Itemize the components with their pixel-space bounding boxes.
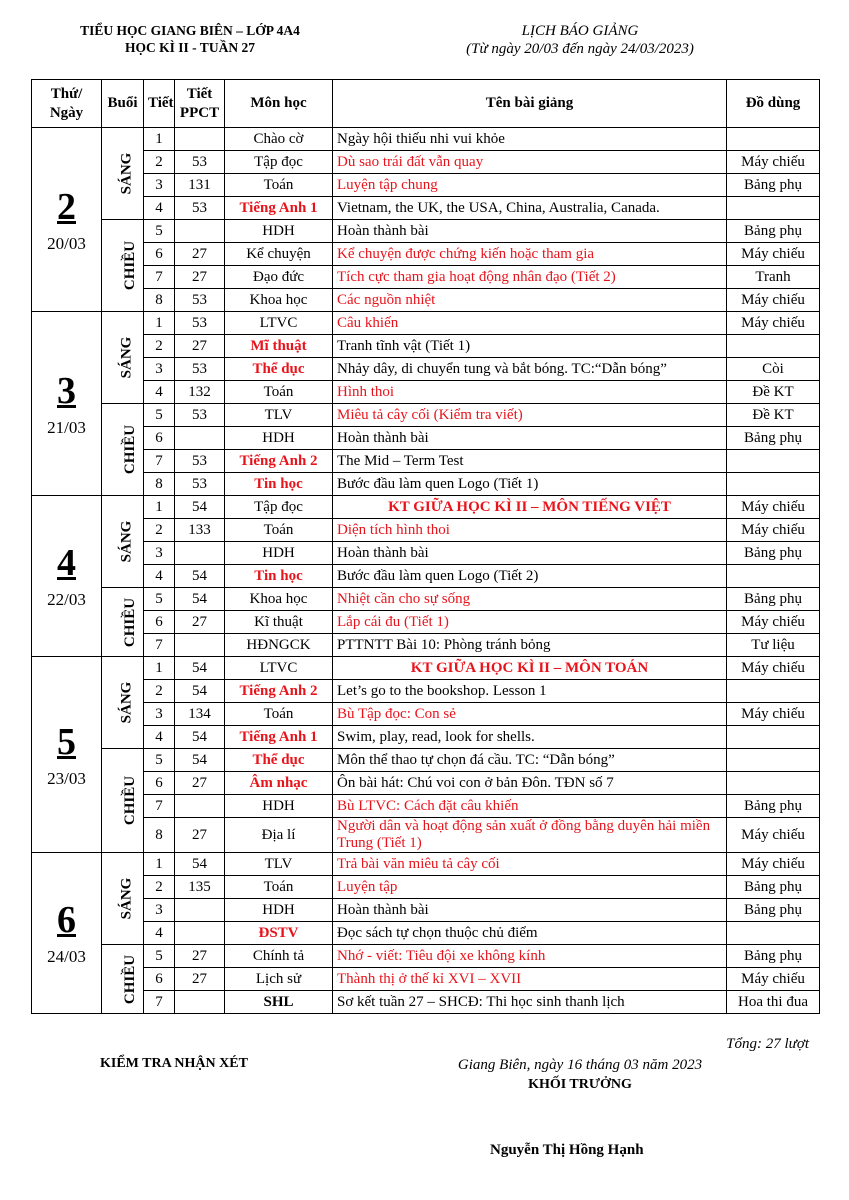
- table-row: [32, 749, 820, 772]
- lesson-cell: Hoàn thành bài: [333, 427, 727, 450]
- subject-cell: Toán: [225, 519, 333, 542]
- materials-cell: [727, 473, 820, 496]
- materials-cell: [727, 749, 820, 772]
- period-cell: 6: [144, 772, 175, 795]
- lesson-cell: Ôn bài hát: Chú voi con ở bản Đôn. TĐN số 7: [333, 772, 727, 795]
- subject-cell: HDH: [225, 427, 333, 450]
- lesson-cell: Thành thị ở thế kỉ XVI – XVII: [333, 968, 727, 991]
- table-row: [32, 312, 820, 335]
- subject-cell: Tiếng Anh 1: [225, 197, 333, 220]
- session-label: CHIỀU: [122, 424, 139, 475]
- subject-cell: Toán: [225, 876, 333, 899]
- table-row: [32, 945, 820, 968]
- lesson-cell: Các nguồn nhiệt: [333, 289, 727, 312]
- day-cell: [32, 853, 102, 1014]
- materials-cell: Máy chiếu: [727, 818, 820, 853]
- materials-cell: Máy chiếu: [727, 657, 820, 680]
- lesson-cell: Tích cực tham gia hoạt động nhân đạo (Tiết 2): [333, 266, 727, 289]
- materials-cell: [727, 922, 820, 945]
- ppct-cell: 54: [175, 726, 225, 749]
- table-header-row: [32, 80, 820, 128]
- table-row: [32, 703, 820, 726]
- ppct-cell: 27: [175, 611, 225, 634]
- table-row: [32, 404, 820, 427]
- period-cell: 5: [144, 945, 175, 968]
- signer-name: Nguyễn Thị Hồng Hạnh: [490, 1142, 644, 1158]
- ppct-cell: [175, 795, 225, 818]
- materials-cell: Đề KT: [727, 381, 820, 404]
- table-row: [32, 680, 820, 703]
- date-range: (Từ ngày 20/03 đến ngày 24/03/2023): [466, 41, 694, 57]
- ppct-cell: 132: [175, 381, 225, 404]
- table-row: [32, 450, 820, 473]
- page-title: LỊCH BÁO GIẢNG: [521, 23, 639, 39]
- table-row: [32, 922, 820, 945]
- subject-cell: Tập đọc: [225, 496, 333, 519]
- day-date: 22/03: [47, 590, 86, 609]
- table-row: [32, 565, 820, 588]
- period-cell: 4: [144, 922, 175, 945]
- period-cell: 5: [144, 404, 175, 427]
- lesson-cell: Luyện tập: [333, 876, 727, 899]
- materials-cell: Máy chiếu: [727, 312, 820, 335]
- period-cell: 6: [144, 243, 175, 266]
- lesson-cell: Môn thể thao tự chọn đá cầu. TC: “Dẫn bóng”: [333, 749, 727, 772]
- day-date: 20/03: [47, 233, 86, 253]
- table-row: [32, 243, 820, 266]
- subject-cell: ĐSTV: [225, 922, 333, 945]
- lesson-cell: Hoàn thành bài: [333, 542, 727, 565]
- table-row: [32, 220, 820, 243]
- ppct-cell: 53: [175, 197, 225, 220]
- session-label: CHIỀU: [122, 954, 139, 1004]
- lesson-cell: The Mid – Term Test: [333, 450, 727, 473]
- subject-cell: Tiếng Anh 2: [225, 450, 333, 473]
- subject-cell: Lịch sử: [225, 968, 333, 991]
- lesson-cell: Người dân và hoạt động sản xuất ở đồng bằng duyên hải miền Trung (Tiết 1): [333, 818, 727, 853]
- period-cell: 2: [144, 335, 175, 358]
- subject-cell: HDH: [225, 542, 333, 565]
- materials-cell: [727, 565, 820, 588]
- materials-cell: Hoa thi đua: [727, 991, 820, 1014]
- lesson-cell: PTTNTT Bài 10: Phòng tránh bỏng: [333, 634, 727, 657]
- materials-cell: [727, 680, 820, 703]
- subject-cell: Tin học: [225, 473, 333, 496]
- subject-cell: Tập đọc: [225, 151, 333, 174]
- period-cell: 2: [144, 519, 175, 542]
- col-subject: Môn học: [225, 80, 333, 128]
- session-label: SÁNG: [118, 877, 135, 920]
- materials-cell: [727, 772, 820, 795]
- table-row: [32, 358, 820, 381]
- session-cell: [102, 496, 144, 588]
- header-left: [40, 22, 340, 56]
- table-row: [32, 473, 820, 496]
- lesson-cell: Tranh tĩnh vật (Tiết 1): [333, 335, 727, 358]
- schedule-body: [32, 128, 820, 1014]
- subject-cell: HĐNGCK: [225, 634, 333, 657]
- ppct-cell: [175, 542, 225, 565]
- session-cell: [102, 657, 144, 749]
- ppct-cell: 131: [175, 174, 225, 197]
- table-row: [32, 519, 820, 542]
- period-cell: 1: [144, 657, 175, 680]
- materials-cell: Bảng phụ: [727, 876, 820, 899]
- subject-cell: Toán: [225, 381, 333, 404]
- table-row: [32, 634, 820, 657]
- day-number: 4: [57, 542, 76, 584]
- subject-cell: Thể dục: [225, 749, 333, 772]
- lesson-cell: Nhớ - viết: Tiêu đội xe không kính: [333, 945, 727, 968]
- period-cell: 7: [144, 634, 175, 657]
- table-row: [32, 726, 820, 749]
- subject-cell: HDH: [225, 220, 333, 243]
- table-row: [32, 289, 820, 312]
- lesson-cell: KT GIỮA HỌC KÌ II – MÔN TIẾNG VIỆT: [333, 496, 727, 519]
- header-right: [420, 22, 740, 58]
- session-label: SÁNG: [118, 152, 135, 195]
- school-name: TIỂU HỌC GIANG BIÊN – LỚP 4A4: [80, 23, 300, 38]
- subject-cell: HDH: [225, 899, 333, 922]
- subject-cell: HDH: [225, 795, 333, 818]
- lesson-cell: Bù Tập đọc: Con sẻ: [333, 703, 727, 726]
- ppct-cell: 27: [175, 818, 225, 853]
- session-label: SÁNG: [118, 336, 135, 379]
- col-day: Thứ/ Ngày: [32, 80, 102, 128]
- materials-cell: Máy chiếu: [727, 611, 820, 634]
- table-row: [32, 657, 820, 680]
- materials-cell: [727, 450, 820, 473]
- lesson-cell: Ngày hội thiếu nhi vui khỏe: [333, 128, 727, 151]
- ppct-cell: 54: [175, 680, 225, 703]
- lesson-cell: Hình thoi: [333, 381, 727, 404]
- table-row: [32, 876, 820, 899]
- subject-cell: TLV: [225, 404, 333, 427]
- table-row: [32, 174, 820, 197]
- ppct-cell: 53: [175, 151, 225, 174]
- subject-cell: Đạo đức: [225, 266, 333, 289]
- period-cell: 1: [144, 496, 175, 519]
- ppct-cell: [175, 991, 225, 1014]
- ppct-cell: 27: [175, 266, 225, 289]
- day-cell: [32, 312, 102, 496]
- materials-cell: Bảng phụ: [727, 588, 820, 611]
- materials-cell: Máy chiếu: [727, 968, 820, 991]
- materials-cell: Máy chiếu: [727, 519, 820, 542]
- signature-block: [420, 1056, 740, 1094]
- table-row: [32, 128, 820, 151]
- ppct-cell: [175, 922, 225, 945]
- period-cell: 3: [144, 703, 175, 726]
- lesson-cell: Dù sao trái đất vẫn quay: [333, 151, 727, 174]
- lesson-cell: Đọc sách tự chọn thuộc chủ điểm: [333, 922, 727, 945]
- subject-cell: LTVC: [225, 657, 333, 680]
- period-cell: 7: [144, 266, 175, 289]
- ppct-cell: 53: [175, 289, 225, 312]
- session-cell: [102, 220, 144, 312]
- subject-cell: Địa lí: [225, 818, 333, 853]
- lesson-cell: Bước đầu làm quen Logo (Tiết 1): [333, 473, 727, 496]
- period-cell: 4: [144, 565, 175, 588]
- lesson-cell: Nhảy dây, di chuyển tung và bắt bóng. TC:“Dẫn bóng”: [333, 358, 727, 381]
- materials-cell: Đề KT: [727, 404, 820, 427]
- day-cell: [32, 657, 102, 853]
- period-cell: 8: [144, 473, 175, 496]
- lesson-cell: Bù LTVC: Cách đặt câu khiến: [333, 795, 727, 818]
- session-label: CHIỀU: [122, 597, 139, 647]
- ppct-cell: 27: [175, 772, 225, 795]
- period-cell: 8: [144, 289, 175, 312]
- table-row: [32, 853, 820, 876]
- session-cell: [102, 404, 144, 496]
- materials-cell: Còi: [727, 358, 820, 381]
- materials-cell: [727, 335, 820, 358]
- day-number: 3: [57, 369, 76, 412]
- materials-cell: Máy chiếu: [727, 853, 820, 876]
- materials-cell: [727, 128, 820, 151]
- table-row: [32, 381, 820, 404]
- table-row: [32, 968, 820, 991]
- ppct-cell: 54: [175, 496, 225, 519]
- session-cell: [102, 588, 144, 657]
- period-cell: 2: [144, 876, 175, 899]
- materials-cell: Bảng phụ: [727, 174, 820, 197]
- period-cell: 1: [144, 128, 175, 151]
- table-row: [32, 818, 820, 853]
- ppct-cell: 27: [175, 968, 225, 991]
- review-label: KIỂM TRA NHẬN XÉT: [100, 1056, 248, 1071]
- subject-cell: Chào cờ: [225, 128, 333, 151]
- lesson-cell: Miêu tả cây cối (Kiểm tra viết): [333, 404, 727, 427]
- ppct-cell: [175, 220, 225, 243]
- subject-cell: Toán: [225, 174, 333, 197]
- subject-cell: LTVC: [225, 312, 333, 335]
- table-row: [32, 772, 820, 795]
- ppct-cell: 54: [175, 588, 225, 611]
- table-row: [32, 991, 820, 1014]
- lesson-cell: Bước đầu làm quen Logo (Tiết 2): [333, 565, 727, 588]
- day-number: 5: [57, 720, 76, 763]
- materials-cell: Bảng phụ: [727, 795, 820, 818]
- materials-cell: [727, 197, 820, 220]
- ppct-cell: 54: [175, 657, 225, 680]
- materials-cell: Bảng phụ: [727, 542, 820, 565]
- lesson-cell: Trả bài văn miêu tả cây cối: [333, 853, 727, 876]
- ppct-cell: [175, 634, 225, 657]
- day-date: 24/03: [47, 947, 86, 966]
- session-label: SÁNG: [118, 681, 135, 724]
- col-ppct: Tiết PPCT: [175, 80, 225, 128]
- subject-cell: Chính tả: [225, 945, 333, 968]
- materials-cell: Máy chiếu: [727, 289, 820, 312]
- session-label: SÁNG: [118, 520, 135, 563]
- subject-cell: Tiếng Anh 2: [225, 680, 333, 703]
- ppct-cell: [175, 899, 225, 922]
- lesson-cell: Lắp cái đu (Tiết 1): [333, 611, 727, 634]
- materials-cell: Bảng phụ: [727, 220, 820, 243]
- period-cell: 4: [144, 381, 175, 404]
- materials-cell: Máy chiếu: [727, 496, 820, 519]
- day-date: 21/03: [47, 417, 86, 437]
- subject-cell: Âm nhạc: [225, 772, 333, 795]
- period-cell: 7: [144, 795, 175, 818]
- subject-cell: SHL: [225, 991, 333, 1014]
- ppct-cell: 27: [175, 243, 225, 266]
- subject-cell: Thể dục: [225, 358, 333, 381]
- period-cell: 2: [144, 151, 175, 174]
- table-row: [32, 611, 820, 634]
- ppct-cell: 53: [175, 404, 225, 427]
- materials-cell: Tư liệu: [727, 634, 820, 657]
- signer-role: KHỐI TRƯỞNG: [528, 1077, 632, 1092]
- materials-cell: Máy chiếu: [727, 703, 820, 726]
- ppct-cell: 27: [175, 945, 225, 968]
- session-label: CHIỀU: [122, 240, 139, 291]
- table-row: [32, 795, 820, 818]
- col-period: Tiết: [144, 80, 175, 128]
- subject-cell: Khoa học: [225, 588, 333, 611]
- day-number: 2: [57, 185, 76, 228]
- lesson-cell: Hoàn thành bài: [333, 220, 727, 243]
- ppct-cell: [175, 427, 225, 450]
- ppct-cell: 135: [175, 876, 225, 899]
- session-cell: [102, 312, 144, 404]
- subject-cell: Tin học: [225, 565, 333, 588]
- term-week: HỌC KÌ II - TUẦN 27: [125, 40, 255, 55]
- place-date: Giang Biên, ngày 16 tháng 03 năm 2023: [457, 1057, 703, 1073]
- lesson-cell: Let’s go to the bookshop. Lesson 1: [333, 680, 727, 703]
- lesson-cell: Sơ kết tuần 27 – SHCĐ: Thi học sinh thanh lịch: [333, 991, 727, 1014]
- ppct-cell: 54: [175, 565, 225, 588]
- day-number: 6: [57, 899, 76, 941]
- ppct-cell: 53: [175, 358, 225, 381]
- period-cell: 2: [144, 680, 175, 703]
- lesson-cell: Diện tích hình thoi: [333, 519, 727, 542]
- materials-cell: Bảng phụ: [727, 427, 820, 450]
- period-cell: 3: [144, 174, 175, 197]
- table-row: [32, 266, 820, 289]
- period-cell: 5: [144, 588, 175, 611]
- total-count: Tổng: 27 lượt: [726, 1036, 809, 1052]
- period-cell: 4: [144, 726, 175, 749]
- table-row: [32, 151, 820, 174]
- period-cell: 8: [144, 818, 175, 853]
- ppct-cell: [175, 128, 225, 151]
- ppct-cell: 133: [175, 519, 225, 542]
- period-cell: 4: [144, 197, 175, 220]
- materials-cell: [727, 726, 820, 749]
- col-session: Buổi: [102, 80, 144, 128]
- subject-cell: Toán: [225, 703, 333, 726]
- subject-cell: Kể chuyện: [225, 243, 333, 266]
- materials-cell: Máy chiếu: [727, 243, 820, 266]
- period-cell: 1: [144, 853, 175, 876]
- table-row: [32, 335, 820, 358]
- period-cell: 1: [144, 312, 175, 335]
- ppct-cell: 134: [175, 703, 225, 726]
- ppct-cell: 53: [175, 312, 225, 335]
- lesson-cell: Vietnam, the UK, the USA, China, Australia, Canada.: [333, 197, 727, 220]
- lesson-cell: Hoàn thành bài: [333, 899, 727, 922]
- session-cell: [102, 853, 144, 945]
- ppct-cell: 27: [175, 335, 225, 358]
- table-row: [32, 588, 820, 611]
- table-row: [32, 197, 820, 220]
- day-cell: [32, 128, 102, 312]
- lesson-cell: Swim, play, read, look for shells.: [333, 726, 727, 749]
- lesson-cell: Nhiệt cần cho sự sống: [333, 588, 727, 611]
- period-cell: 6: [144, 611, 175, 634]
- period-cell: 5: [144, 220, 175, 243]
- ppct-cell: 54: [175, 853, 225, 876]
- lesson-cell: KT GIỮA HỌC KÌ II – MÔN TOÁN: [333, 657, 727, 680]
- lesson-cell: Kể chuyện được chứng kiến hoặc tham gia: [333, 243, 727, 266]
- ppct-cell: 54: [175, 749, 225, 772]
- session-cell: [102, 945, 144, 1014]
- period-cell: 7: [144, 450, 175, 473]
- session-cell: [102, 128, 144, 220]
- col-lesson: Tên bài giảng: [333, 80, 727, 128]
- table-row: [32, 496, 820, 519]
- table-row: [32, 542, 820, 565]
- period-cell: 7: [144, 991, 175, 1014]
- period-cell: 3: [144, 899, 175, 922]
- subject-cell: TLV: [225, 853, 333, 876]
- period-cell: 3: [144, 542, 175, 565]
- ppct-cell: 53: [175, 450, 225, 473]
- materials-cell: Tranh: [727, 266, 820, 289]
- table-row: [32, 427, 820, 450]
- lesson-cell: Luyện tập chung: [333, 174, 727, 197]
- session-label: CHIỀU: [122, 775, 139, 826]
- materials-cell: Máy chiếu: [727, 151, 820, 174]
- schedule-table: [31, 79, 820, 1014]
- session-cell: [102, 749, 144, 853]
- period-cell: 6: [144, 968, 175, 991]
- table-row: [32, 899, 820, 922]
- day-cell: [32, 496, 102, 657]
- materials-cell: Bảng phụ: [727, 945, 820, 968]
- subject-cell: Tiếng Anh 1: [225, 726, 333, 749]
- materials-cell: Bảng phụ: [727, 899, 820, 922]
- period-cell: 6: [144, 427, 175, 450]
- day-date: 23/03: [47, 768, 86, 788]
- lesson-cell: Câu khiến: [333, 312, 727, 335]
- subject-cell: Kĩ thuật: [225, 611, 333, 634]
- period-cell: 5: [144, 749, 175, 772]
- col-materials: Đồ dùng: [727, 80, 820, 128]
- subject-cell: Khoa học: [225, 289, 333, 312]
- ppct-cell: 53: [175, 473, 225, 496]
- subject-cell: Mĩ thuật: [225, 335, 333, 358]
- period-cell: 3: [144, 358, 175, 381]
